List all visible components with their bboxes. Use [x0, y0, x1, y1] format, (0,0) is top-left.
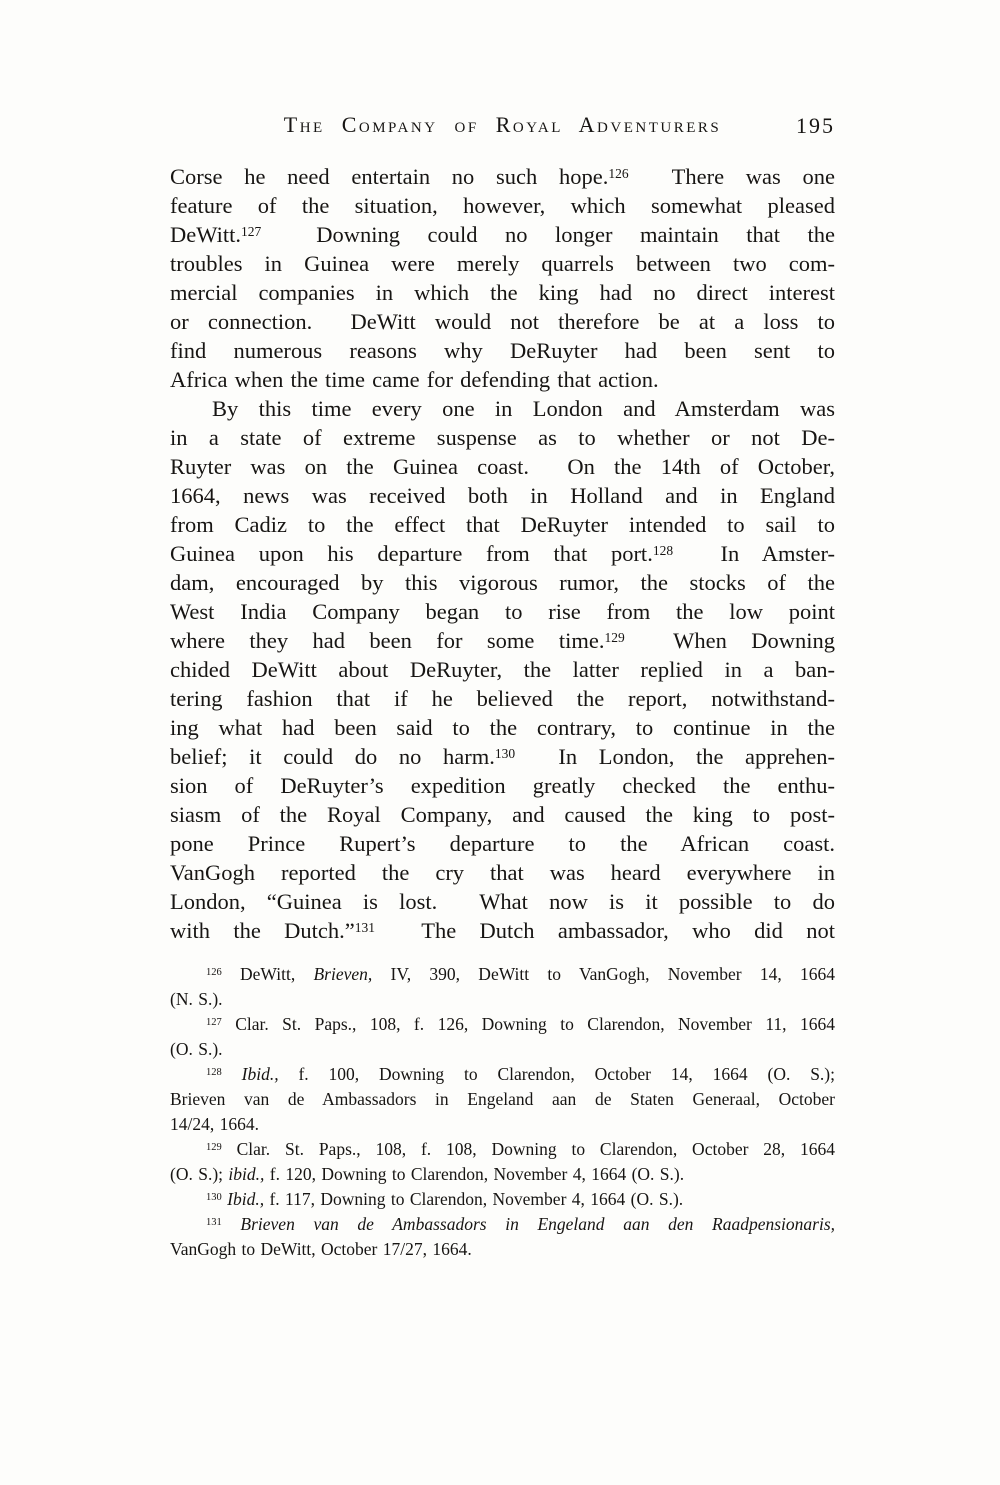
footnote-line: (O. S.); ibid., f. 120, Downing to Clarendon, November 4, 1664 (O. S.). [170, 1164, 685, 1184]
body-text [170, 162, 835, 945]
footnote-line: 14/24, 1664. [170, 1114, 259, 1134]
footnotes [170, 962, 835, 1262]
body-text-line: By this time every one in London and Amsterdam was [212, 396, 835, 421]
footnote-line: VanGogh to DeWitt, October 17/27, 1664. [170, 1239, 472, 1259]
body-text-line: or connection. DeWitt would not therefore be at a loss to [170, 309, 835, 334]
body-text-line: with the Dutch.”$^{131}$ The Dutch ambassador, who did not [170, 918, 835, 943]
footnote-line: (N. S.). [170, 989, 223, 1009]
body-text-line: West India Company began to rise from the low point [170, 599, 835, 624]
body-text-line: Guinea upon his departure from that port.$^{128}$ In Amster- [170, 541, 836, 566]
body-text-line: tering fashion that if he believed the report, notwithstand- [170, 686, 835, 711]
body-text-line: sion of DeRuyter’s expedition greatly checked the enthu- [170, 773, 835, 798]
footnote-line: (O. S.). [170, 1039, 223, 1059]
body-text-line: troubles in Guinea were merely quarrels between two com- [170, 251, 835, 276]
body-text-line: DeWitt.$^{127}$ Downing could no longer maintain that the [170, 222, 835, 247]
body-text-line: Corse he need entertain no such hope.$^{126}$ There was one [170, 164, 836, 189]
body-text-line: where they had been for some time.$^{129}$ When Downing [170, 628, 835, 653]
footnote-line: $^{128}$ Ibid., f. 100, Downing to Clarendon, October 14, 1664 (O. S.); [206, 1064, 835, 1084]
body-text-line: from Cadiz to the effect that DeRuyter intended to sail to [170, 512, 835, 537]
running-title: The Company of Royal Adventurers [283, 112, 722, 137]
body-text-line: siasm of the Royal Company, and caused the king to post- [170, 802, 835, 827]
running-head [170, 112, 835, 144]
body-text-line: find numerous reasons why DeRuyter had been sent to [170, 338, 835, 363]
body-text-line: dam, encouraged by this vigorous rumor, the stocks of the [170, 570, 835, 595]
body-text-line: pone Prince Rupert’s departure to the African coast. [170, 831, 835, 856]
body-text-line: Africa when the time came for defending that action. [170, 367, 659, 392]
body-text-line: chided DeWitt about DeRuyter, the latter replied in a ban- [170, 657, 835, 682]
body-text-line: Ruyter was on the Guinea coast. On the 14th of October, [170, 454, 835, 479]
body-text-line: feature of the situation, however, which somewhat pleased [170, 193, 835, 218]
body-text-line: VanGogh reported the cry that was heard everywhere in [170, 860, 835, 885]
body-text-line: 1664, news was received both in Holland and in England [170, 483, 835, 508]
footnote-line: $^{126}$ DeWitt, Brieven, IV, 390, DeWitt to VanGogh, November 14, 1664 [206, 964, 835, 984]
body-text-line: belief; it could do no harm.$^{130}$ In London, the apprehen- [170, 744, 835, 769]
footnote-line: $^{127}$ Clar. St. Paps., 108, f. 126, Downing to Clarendon, November 11, 1664 [206, 1014, 835, 1034]
body-text-line: in a state of extreme suspense as to whether or not De- [170, 425, 835, 450]
body-text-line: ing what had been said to the contrary, to continue in the [170, 715, 835, 740]
body-text-line: mercial companies in which the king had no direct interest [170, 280, 835, 305]
footnote-line: $^{129}$ Clar. St. Paps., 108, f. 108, Downing to Clarendon, October 28, 1664 [206, 1139, 835, 1159]
footnote-line: Brieven van de Ambassadors in Engeland aan de Staten Generaal, October [170, 1089, 835, 1109]
page-number: 195 [796, 113, 835, 138]
footnote-line: $^{130}$ Ibid., f. 117, Downing to Clarendon, November 4, 1664 (O. S.). [206, 1189, 684, 1209]
body-text-line: London, “Guinea is lost. What now is it possible to do [170, 889, 835, 914]
footnote-line: $^{131}$ Brieven van de Ambassadors in Engeland aan den Raadpensionaris, [206, 1214, 836, 1234]
